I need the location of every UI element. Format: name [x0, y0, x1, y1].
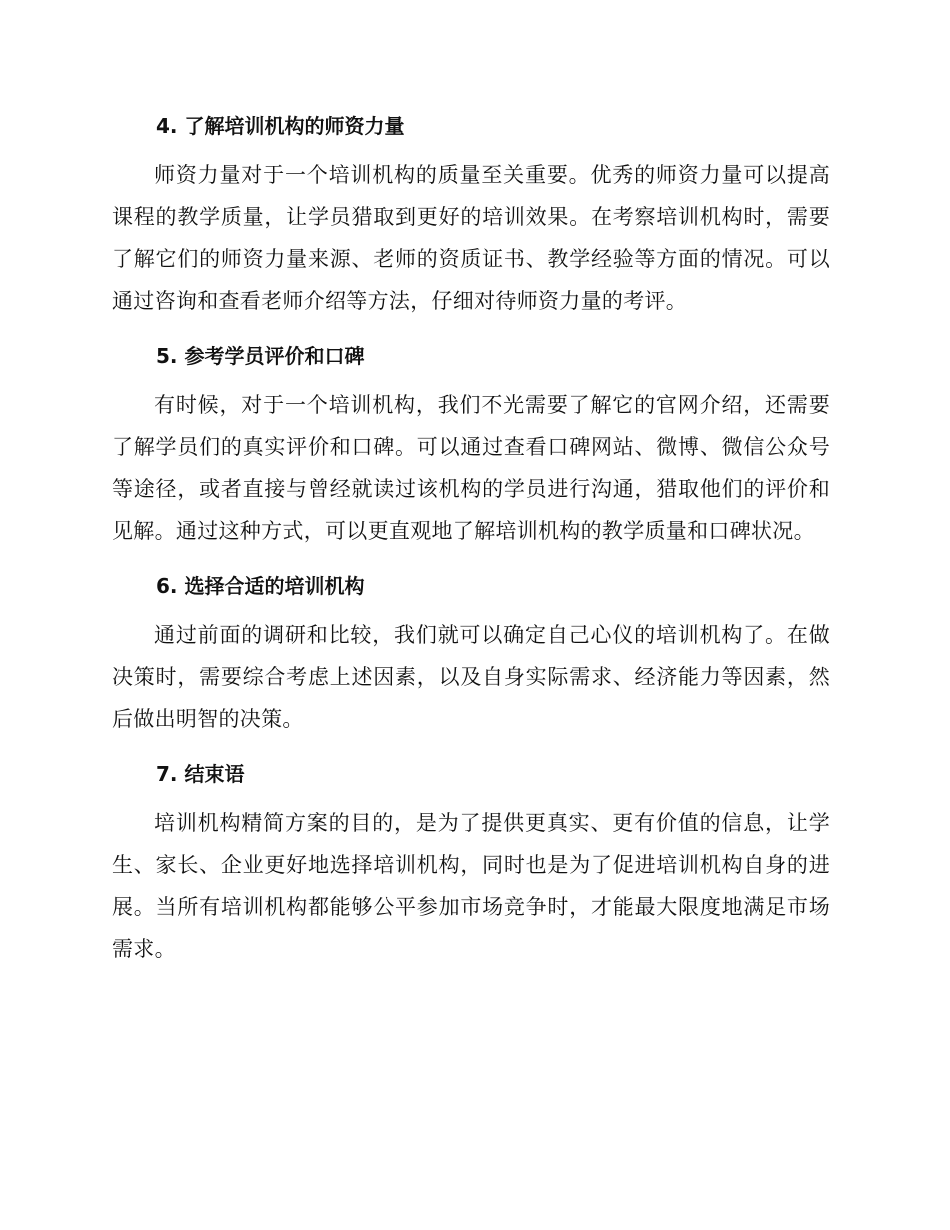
- section-paragraph-4: 师资力量对于一个培训机构的质量至关重要。优秀的师资力量可以提高课程的教学质量，让学员猎取到更好的培训效果。在考察培训机构时，需要了解它们的师资力量来源、老师的资质证书、教学经验等方面的情况。可以通过咨询和查看老师介绍等方法，仔细对待师资力量的考评。: [112, 163, 830, 313]
- section-heading-5: 5. 参考学员评价和口碑: [156, 344, 365, 368]
- document-body: [112, 110, 830, 988]
- section-heading-4: 4. 了解培训机构的师资力量: [156, 114, 405, 138]
- section-paragraph-6: 通过前面的调研和比较，我们就可以确定自己心仪的培训机构了。在做决策时，需要综合考虑上述因素，以及自身实际需求、经济能力等因素，然后做出明智的决策。: [112, 623, 830, 731]
- section-paragraph-5: 有时候，对于一个培训机构，我们不光需要了解它的官网介绍，还需要了解学员们的真实评价和口碑。可以通过查看口碑网站、微博、微信公众号等途径，或者直接与曾经就读过该机构的学员进行沟通，猎取他们的评价和见解。通过这种方式，可以更直观地了解培训机构的教学质量和口碑状况。: [112, 393, 830, 543]
- section-paragraph-7: 培训机构精简方案的目的，是为了提供更真实、更有价值的信息，让学生、家长、企业更好地选择培训机构，同时也是为了促进培训机构自身的进展。当所有培训机构都能够公平参加市场竞争时，才能最大限度地满足市场需求。: [112, 811, 830, 961]
- section-heading-6: 6. 选择合适的培训机构: [156, 574, 365, 598]
- section-heading-7: 7. 结束语: [156, 762, 245, 786]
